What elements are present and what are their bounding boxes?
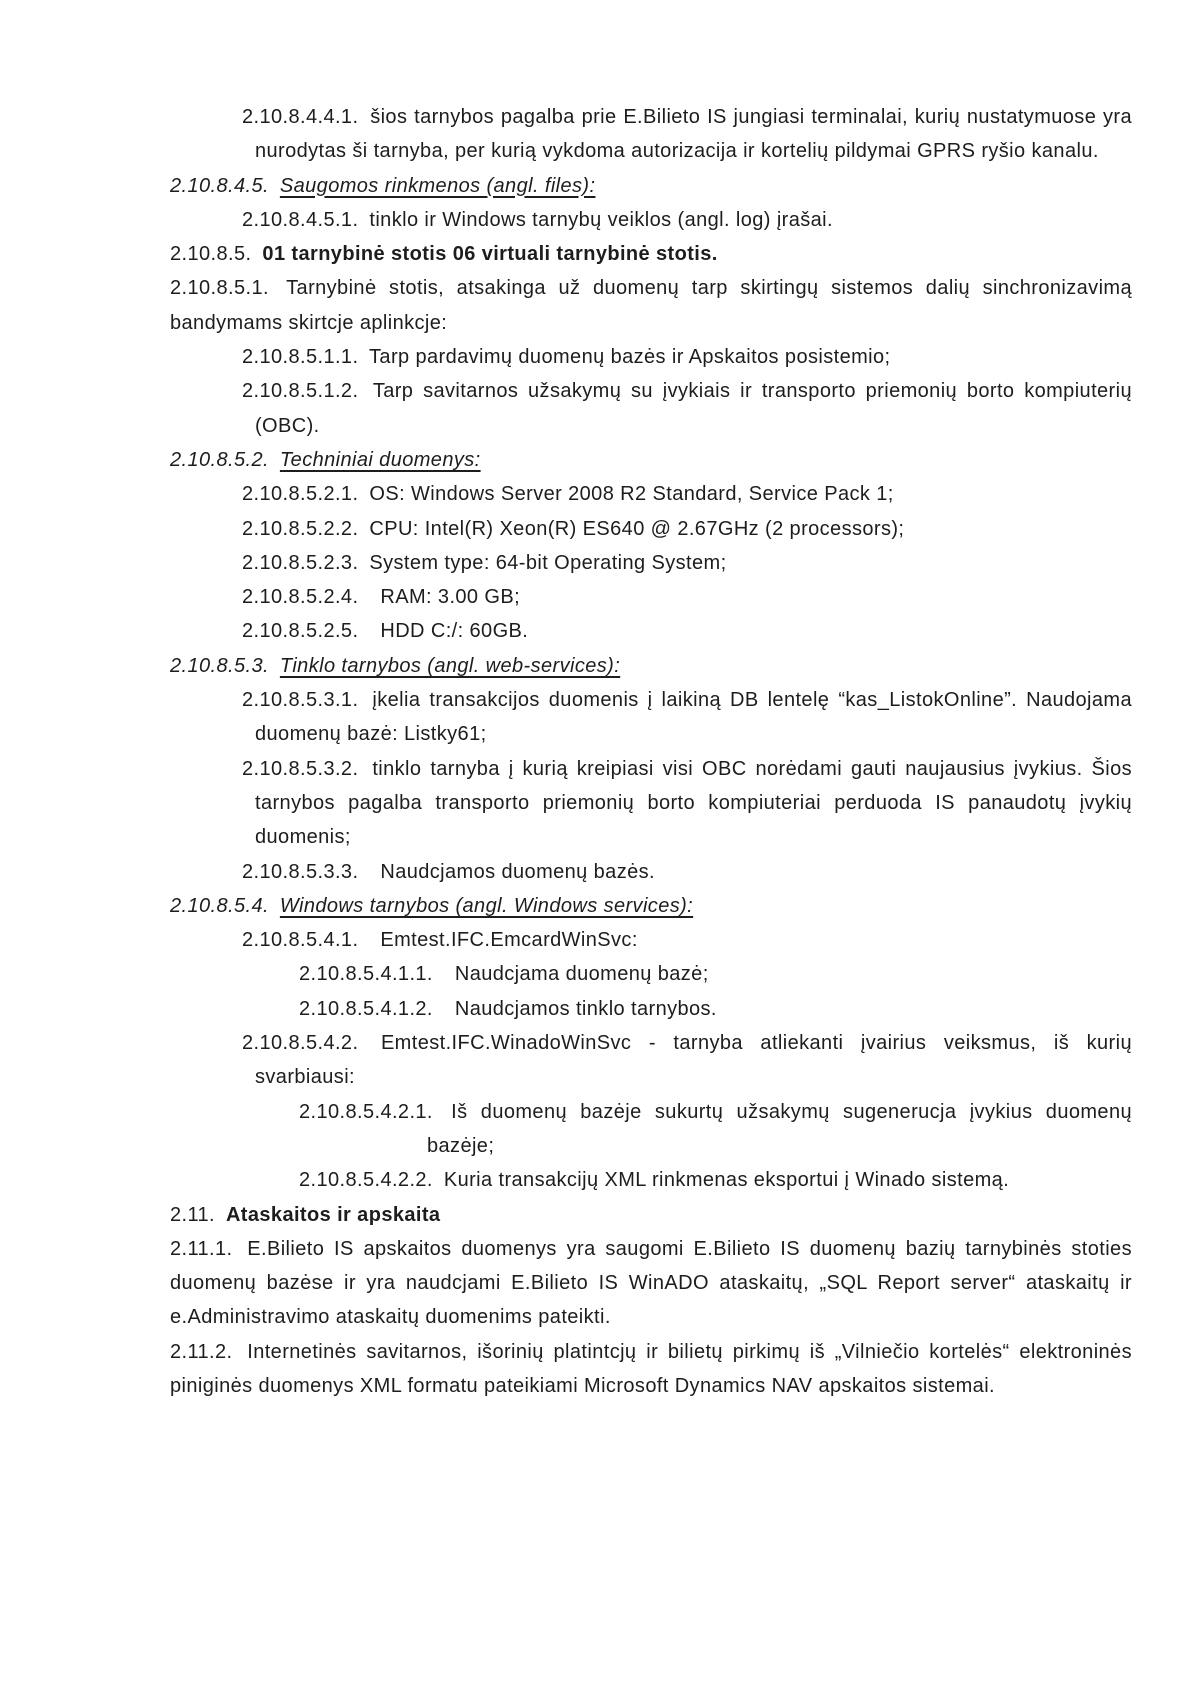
item-text: Kuria transakcijų XML rinkmenas eksportui į Winado sistemą. (443, 1169, 1010, 1192)
item-number: 2.10.8.5.2.5. (242, 620, 359, 643)
list-item (170, 546, 1132, 580)
item-text: Tarp pardavimų duomenų bazės ir Apskaitos posistemio; (369, 346, 891, 369)
item-number: 2.10.8.5.4.1. (242, 929, 359, 952)
list-item (170, 340, 1132, 374)
item-number: 2.10.8.5.1. (170, 277, 269, 300)
item-text: Emtest.IFC.WinadoWinSvc - tarnyba atliekanti įvairius veiksmus, iš kurių svarbiausi: (255, 1032, 1132, 1089)
item-number: 2.10.8.5.3.3. (242, 860, 359, 883)
list-item (170, 1095, 1132, 1164)
subsection-heading (170, 649, 1132, 683)
item-text: tinklo ir Windows tarnybų veiklos (angl. log) įrašai. (369, 208, 833, 231)
list-item (170, 855, 1132, 889)
item-text: Iš duomenų bazėje sukurtų užsakymų sugenerucja įvykius duomenų bazėje; (427, 1100, 1132, 1157)
item-number: 2.10.8.5.4.2.1. (299, 1100, 433, 1123)
heading-text: Tinklo tarnybos (angl. web-services): (279, 654, 621, 677)
heading-text: 01 tarnybinė stotis 06 virtuali tarnybinė stotis. (262, 243, 718, 266)
item-text: Naudcjamos duomenų bazės. (380, 860, 655, 883)
list-item (170, 1163, 1132, 1197)
list-item (170, 957, 1132, 991)
item-text: CPU: Intel(R) Xeon(R) ES640 @ 2.67GHz (2 processors); (369, 517, 905, 540)
list-item (170, 992, 1132, 1026)
item-number: 2.10.8.5.2.2. (242, 517, 359, 540)
item-text: Emtest.IFC.EmcardWinSvc: (380, 929, 638, 952)
subsection-heading (170, 443, 1132, 477)
list-item (170, 923, 1132, 957)
item-number: 2.10.8.4.4.1. (242, 106, 359, 128)
list-item (170, 614, 1132, 648)
list-item (170, 683, 1132, 752)
item-number: 2.10.8.5.4. (170, 894, 269, 917)
item-text: šios tarnybos pagalba prie E.Bilieto IS jungiasi terminalai, kurių nustatymuose yra nurodytas ši tarnyba, per kurią vykdoma autorizacija ir kortelių pildymai GPRS ryšio kanalu. (255, 106, 1132, 163)
item-text: RAM: 3.00 GB; (380, 586, 521, 609)
list-item (170, 512, 1132, 546)
heading-text: Ataskaitos ir apskaita (225, 1203, 441, 1226)
list-item (170, 1026, 1132, 1095)
item-number: 2.10.8.5.3.2. (242, 757, 359, 780)
item-text: Tarp savitarnos užsakymų su įvykiais ir transporto priemonių borto kompiuterių (OBC). (255, 380, 1132, 437)
item-number: 2.10.8.5.1.1. (242, 346, 359, 369)
list-item (170, 1232, 1132, 1335)
list-item (170, 100, 1132, 169)
list-item (170, 271, 1132, 340)
heading-text: Windows tarnybos (angl. Windows services): (279, 894, 694, 917)
item-number: 2.10.8.5.2.3. (242, 551, 359, 574)
item-text: HDD C:/: 60GB. (380, 620, 529, 643)
item-number: 2.10.8.5. (170, 243, 252, 266)
list-item (170, 580, 1132, 614)
subsection-heading (170, 889, 1132, 923)
item-text: System type: 64-bit Operating System; (369, 551, 727, 574)
item-number: 2.10.8.5.2.1. (242, 483, 359, 506)
item-text: E.Bilieto IS apskaitos duomenys yra saugomi E.Bilieto IS duomenų bazių tarnybinės stoties duomenų bazėse ir yra naudcjami E.Bilieto IS WinADO ataskaitų, „SQL Report server“ ataskaitų ir e.Administravimo ataskaitų duomenims pateikti. (170, 1237, 1132, 1329)
item-number: 2.10.8.5.2.4. (242, 586, 359, 609)
item-number: 2.10.8.5.1.2. (242, 380, 359, 403)
item-text: tinklo tarnyba į kurią kreipiasi visi OBC norėdami gauti naujausius įvykius. Šios tarnybos pagalba transporto priemonių borto kompiuteriai perduoda IS panaudotų įvykių duomenis; (255, 757, 1132, 849)
list-item (170, 203, 1132, 237)
list-item (170, 374, 1132, 443)
item-number: 2.10.8.4.5. (170, 174, 269, 197)
item-text: OS: Windows Server 2008 R2 Standard, Service Pack 1; (369, 483, 894, 506)
item-number: 2.10.8.5.4.1.2. (299, 997, 433, 1020)
item-number: 2.10.8.5.4.2.2. (299, 1169, 433, 1192)
list-item (170, 752, 1132, 855)
item-text: Internetinės savitarnos, išorinių platintcjų ir bilietų pirkimų iš „Vilniečio kortelės“ elektroninės piniginės duomenys XML formatu pateikiami Microsoft Dynamics NAV apskaitos sistemai. (170, 1340, 1132, 1397)
list-item (170, 477, 1132, 511)
heading-text: Techniniai duomenys: (279, 448, 481, 471)
item-number: 2.10.8.5.4.2. (242, 1032, 359, 1055)
section-heading (170, 237, 1132, 271)
subsection-heading (170, 169, 1132, 203)
heading-text: Saugomos rinkmenos (angl. files): (279, 174, 596, 197)
item-number: 2.10.8.5.3.1. (242, 689, 359, 712)
item-number: 2.11. (170, 1203, 215, 1226)
item-text: įkelia transakcijos duomenis į laikiną DB lentelę “kas_ListokOnline”. Naudojama duomenų bazė: Listky61; (255, 689, 1132, 746)
section-heading (170, 1198, 1132, 1232)
item-number: 2.11.1. (170, 1237, 233, 1260)
item-number: 2.10.8.5.4.1.1. (299, 963, 433, 986)
item-number: 2.10.8.4.5.1. (242, 208, 359, 231)
item-text: Naudcjamos tinklo tarnybos. (454, 997, 717, 1020)
item-text: Tarnybinė stotis, atsakinga už duomenų tarp skirtingų sistemos dalių sinchronizavimą bandymams skirtcje aplinkcje: (170, 277, 1132, 334)
item-text: Naudcjama duomenų bazė; (454, 963, 709, 986)
item-number: 2.10.8.5.3. (170, 654, 269, 677)
item-number: 2.10.8.5.2. (170, 448, 269, 471)
item-number: 2.11.2. (170, 1340, 233, 1363)
list-item (170, 1335, 1132, 1404)
